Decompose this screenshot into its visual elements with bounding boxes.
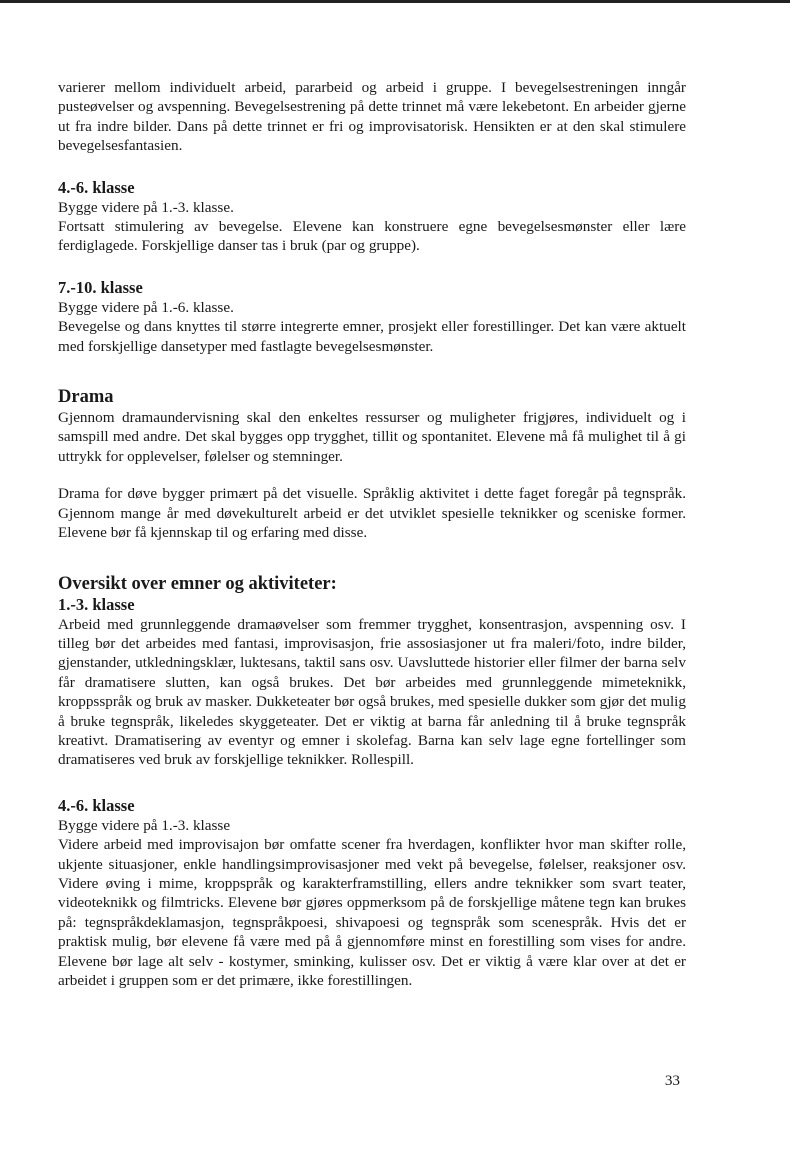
overview-grade-1-3-text: Arbeid med grunnleggende dramaøvelser som fremmer trygghet, konsentrasjon, avspenning osv. I tilleg bør det arbeides med fantasi, improvisasjon, frie assosiasjoner ut fra maleri/foto, indre bilder, gjenstander, utkledningsklær, luktesans, taktil sans osv. Uavsluttede historier eller filmer der barna selv får dramatisere slutten, kan også brukes. Det bør arbeides med grunnleggende mimeteknikk, kroppsspråk og bruk av masker. Dukketeater bør også brukes, med spesielle dukker som gjør det mulig å bruke tegnspråk, likeledes skyggeteater. Det er viktig at barna får anledning til å bruke tegnspråk kreativt. Dramatisering av eventyr og emner i skolefag. Barna kan selv lage egne fortellinger som dramatiseres ved bruk av forskjellige teknikker. Rollespill.	[58, 615, 686, 769]
dance-grade-7-10-line: Bygge videre på 1.-6. klasse.	[58, 298, 234, 316]
overview-grade-4-6-line: Bygge videre på 1.-3. klasse	[58, 816, 231, 834]
dance-grade-7-10-text: Bevegelse og dans knyttes til større integrerte emner, prosjekt eller forestillinger. Det kan være aktuelt med forskjellige dansetyper med fastlagte bevegelsesmønster.	[58, 318, 686, 355]
top-edge-rule	[0, 0, 790, 3]
drama-paragraph-2: Drama for døve bygger primært på det visuelle. Språklig aktivitet i dette faget foregår på tegnspråk. Gjennom mange år med døvekulturelt arbeid er det utviklet spesielle teknikker og sceniske former. Elevene bør få kjennskap til og erfaring med disse.	[58, 485, 686, 542]
overview-grade-4-6-text: Videre arbeid med improvisajon bør omfatte scener fra hverdagen, konflikter hvor man skifter rolle, ukjente situasjoner, enkle handlingsimprovisasjoner med vekt på bevegelse, følelser, reaksjoner osv. Videre øving i mime, kroppspråk og karakterframstilling, ellers andre teknikker som svart teater, videoteknikk og filmtricks. Elevene bør gjøres oppmerksom på de forskjellige måtene tegn kan brukes på: tegnspråkdeklamasjon, tegnspråkpoesi, shivapoesi og tegnspråk som scenespråk. Hvis det er praktisk mulig, bør elevene få være med på å gjennomføre minst en forestilling som vises for andre. Elevene bør lage alt selv - kostymer, sminking, kulisser osv. Det er viktig å være klar over at det er arbeidet i gruppen som er det primære, ikke forestillingen.	[58, 836, 686, 989]
dance-grade-4-6-text: Fortsatt stimulering av bevegelse. Elevene kan konstruere egne bevegelsesmønster eller lære ferdiglagede. Forskjellige danser tas i bruk (par og gruppe).	[58, 218, 686, 255]
intro-paragraph: varierer mellom individuelt arbeid, pararbeid og arbeid i gruppe. I bevegelsestreningen inngår pusteøvelser og avspenning. Bevegelsestrening på dette trinnet må være lekebetont. En arbeider gjerne ut fra indre bilder. Dans på dette trinnet er fri og improvisatorisk. Hensikten er at den skal stimulere bevegelsesfantasien.	[58, 79, 686, 155]
drama-heading: Drama	[58, 387, 114, 408]
page-number: 33	[664, 1072, 680, 1089]
overview-grade-1-3-heading: 1.-3. klasse	[58, 594, 135, 614]
drama-paragraph-1: Gjennom dramaundervisning skal den enkeltes ressurser og muligheter frigjøres, individuelt og i samspill med andre. Det skal bygges opp trygghet, tillit og spontanitet. Elevene må få mulighet til å gi uttrykk for opplevelser, følelser og stemninger.	[58, 409, 686, 465]
dance-grade-4-6-line: Bygge videre på 1.-3. klasse.	[58, 198, 234, 216]
overview-heading: Oversikt over emner og aktiviteter:	[58, 573, 337, 594]
overview-grade-4-6-heading: 4.-6. klasse	[58, 795, 135, 815]
document-page	[58, 78, 686, 990]
dance-grade-7-10-heading: 7.-10. klasse	[58, 277, 143, 297]
dance-grade-4-6-heading: 4.-6. klasse	[58, 177, 135, 197]
